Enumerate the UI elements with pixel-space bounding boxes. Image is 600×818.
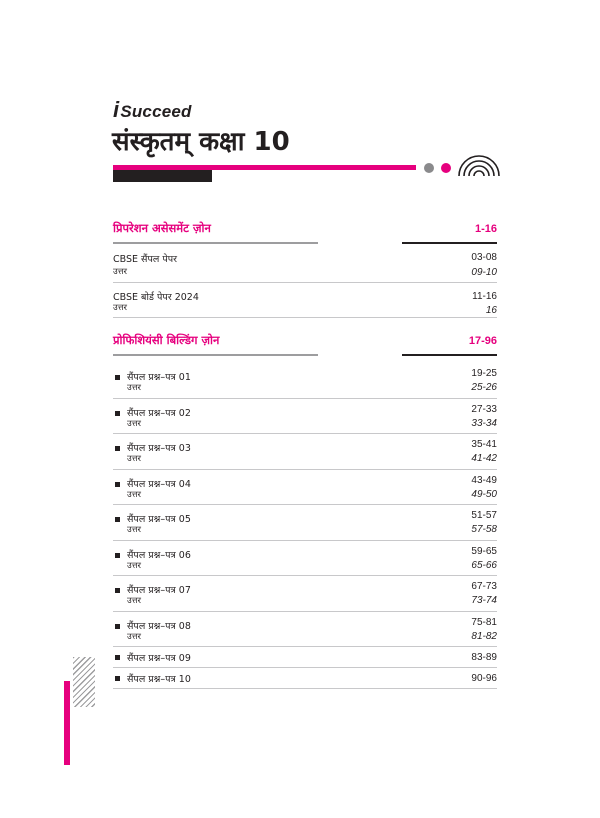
- section-header: [113, 333, 497, 351]
- section-rule: [113, 242, 497, 244]
- bullet-icon: [115, 375, 120, 380]
- section-rule: [113, 354, 497, 356]
- toc-row-pages: 03-08: [471, 252, 497, 263]
- toc-row-label: सैंपल प्रश्न–पत्र 04: [127, 478, 191, 490]
- toc-row-sub-pages: 49-50: [471, 488, 497, 500]
- title-underline-black: [113, 170, 212, 182]
- bullet-icon: [115, 411, 120, 416]
- toc-row-label: सैंपल प्रश्न–पत्र 08: [127, 620, 191, 632]
- toc-row-pages: 67-73: [471, 581, 497, 592]
- bullet-icon: [115, 655, 120, 660]
- toc-row[interactable]: [113, 470, 497, 506]
- bullet-icon: [115, 588, 120, 593]
- bullet-icon: [115, 517, 120, 522]
- bullet-icon: [115, 553, 120, 558]
- toc-row-sub-pages: 41-42: [471, 453, 497, 464]
- section-title: प्रोफिशियंसी बिल्डिंग ज़ोन: [113, 333, 220, 347]
- toc-row-label: सैंपल प्रश्न–पत्र 09: [127, 653, 191, 664]
- brand-logo-text: Succeed: [120, 102, 192, 121]
- brand-logo-i: i: [113, 97, 120, 122]
- toc-row-label: CBSE सैंपल पेपर: [113, 254, 177, 265]
- toc-row-label: सैंपल प्रश्न–पत्र 02: [127, 407, 191, 419]
- toc-row-sub: उत्तर: [127, 560, 142, 571]
- toc-row-sub-pages: 33-34: [471, 417, 497, 429]
- bullet-icon: [115, 624, 120, 629]
- bullet-icon: [115, 482, 120, 487]
- toc-row-sub: उत्तर: [127, 383, 142, 393]
- toc-row[interactable]: [113, 283, 497, 318]
- toc-row-label: सैंपल प्रश्न–पत्र 03: [127, 443, 191, 454]
- toc-row-sub-pages: 65-66: [471, 559, 497, 571]
- toc-row[interactable]: [113, 248, 497, 283]
- section-range: 17-96: [468, 335, 497, 347]
- pink-dot-icon: [441, 163, 451, 173]
- section-proficiency-building: [113, 333, 497, 689]
- toc-row-sub-pages: 57-58: [471, 524, 497, 535]
- toc-row-pages: 83-89: [471, 652, 497, 663]
- toc-row-pages: 11-16: [472, 291, 497, 302]
- bullet-icon: [115, 676, 120, 681]
- toc-list: [113, 363, 497, 689]
- toc-row-sub-pages: 09-10: [471, 267, 497, 278]
- toc-row[interactable]: [113, 647, 497, 668]
- toc-row-pages: 43-49: [471, 474, 497, 486]
- toc-row-sub: उत्तर: [127, 596, 142, 606]
- side-pink-bar: [64, 681, 70, 765]
- toc-row-pages: 75-81: [471, 616, 497, 628]
- toc-row[interactable]: [113, 668, 497, 689]
- toc-row[interactable]: [113, 434, 497, 470]
- toc-row-sub-pages: 16: [485, 305, 497, 316]
- section-title: प्रिपरेशन असेसमेंट ज़ोन: [113, 221, 211, 235]
- toc-row-label: CBSE बोर्ड पेपर 2024: [113, 292, 199, 303]
- section-header: [113, 221, 497, 239]
- bullet-icon: [115, 446, 120, 451]
- toc-row-sub-pages: 25-26: [471, 382, 497, 393]
- toc-row[interactable]: [113, 576, 497, 612]
- page-title: संस्कृतम् कक्षा 10: [112, 127, 290, 157]
- toc-row-pages: 51-57: [471, 510, 497, 521]
- toc-row-label: सैंपल प्रश्न–पत्र 01: [127, 372, 191, 383]
- toc-row-pages: 59-65: [471, 545, 497, 557]
- grey-dot-icon: [424, 163, 434, 173]
- toc-row-label: सैंपल प्रश्न–पत्र 05: [127, 514, 191, 525]
- toc-row-sub: उत्तर: [113, 303, 128, 313]
- toc-row[interactable]: [113, 541, 497, 577]
- toc-row-label: सैंपल प्रश्न–पत्र 07: [127, 585, 191, 596]
- toc-row-sub-pages: 73-74: [471, 595, 497, 606]
- toc-row[interactable]: [113, 612, 497, 648]
- toc-row-pages: 19-25: [471, 368, 497, 379]
- toc-row[interactable]: [113, 399, 497, 435]
- hatch-pattern-decoration: [73, 657, 95, 707]
- section-range: 1-16: [474, 223, 497, 235]
- toc-row-sub: उत्तर: [127, 489, 142, 500]
- toc-row-sub: उत्तर: [113, 267, 128, 277]
- toc-row-pages: 35-41: [471, 439, 497, 450]
- brand-logo: [113, 97, 192, 123]
- section-preparation-assessment: [113, 221, 497, 318]
- toc-row-label: सैंपल प्रश्न–पत्र 10: [127, 674, 191, 685]
- toc-row-sub: उत्तर: [127, 631, 142, 642]
- toc-row-sub: उत्तर: [127, 454, 142, 464]
- toc-row-sub: उत्तर: [127, 525, 142, 535]
- toc-row[interactable]: [113, 363, 497, 399]
- toc-row-sub-pages: 81-82: [471, 630, 497, 642]
- toc-row-sub: उत्तर: [127, 418, 142, 429]
- toc-row-pages: 27-33: [471, 403, 497, 415]
- toc-row-pages: 90-96: [471, 673, 497, 684]
- toc-row[interactable]: [113, 505, 497, 541]
- concentric-arcs-icon: [455, 148, 503, 178]
- toc-row-label: सैंपल प्रश्न–पत्र 06: [127, 549, 191, 561]
